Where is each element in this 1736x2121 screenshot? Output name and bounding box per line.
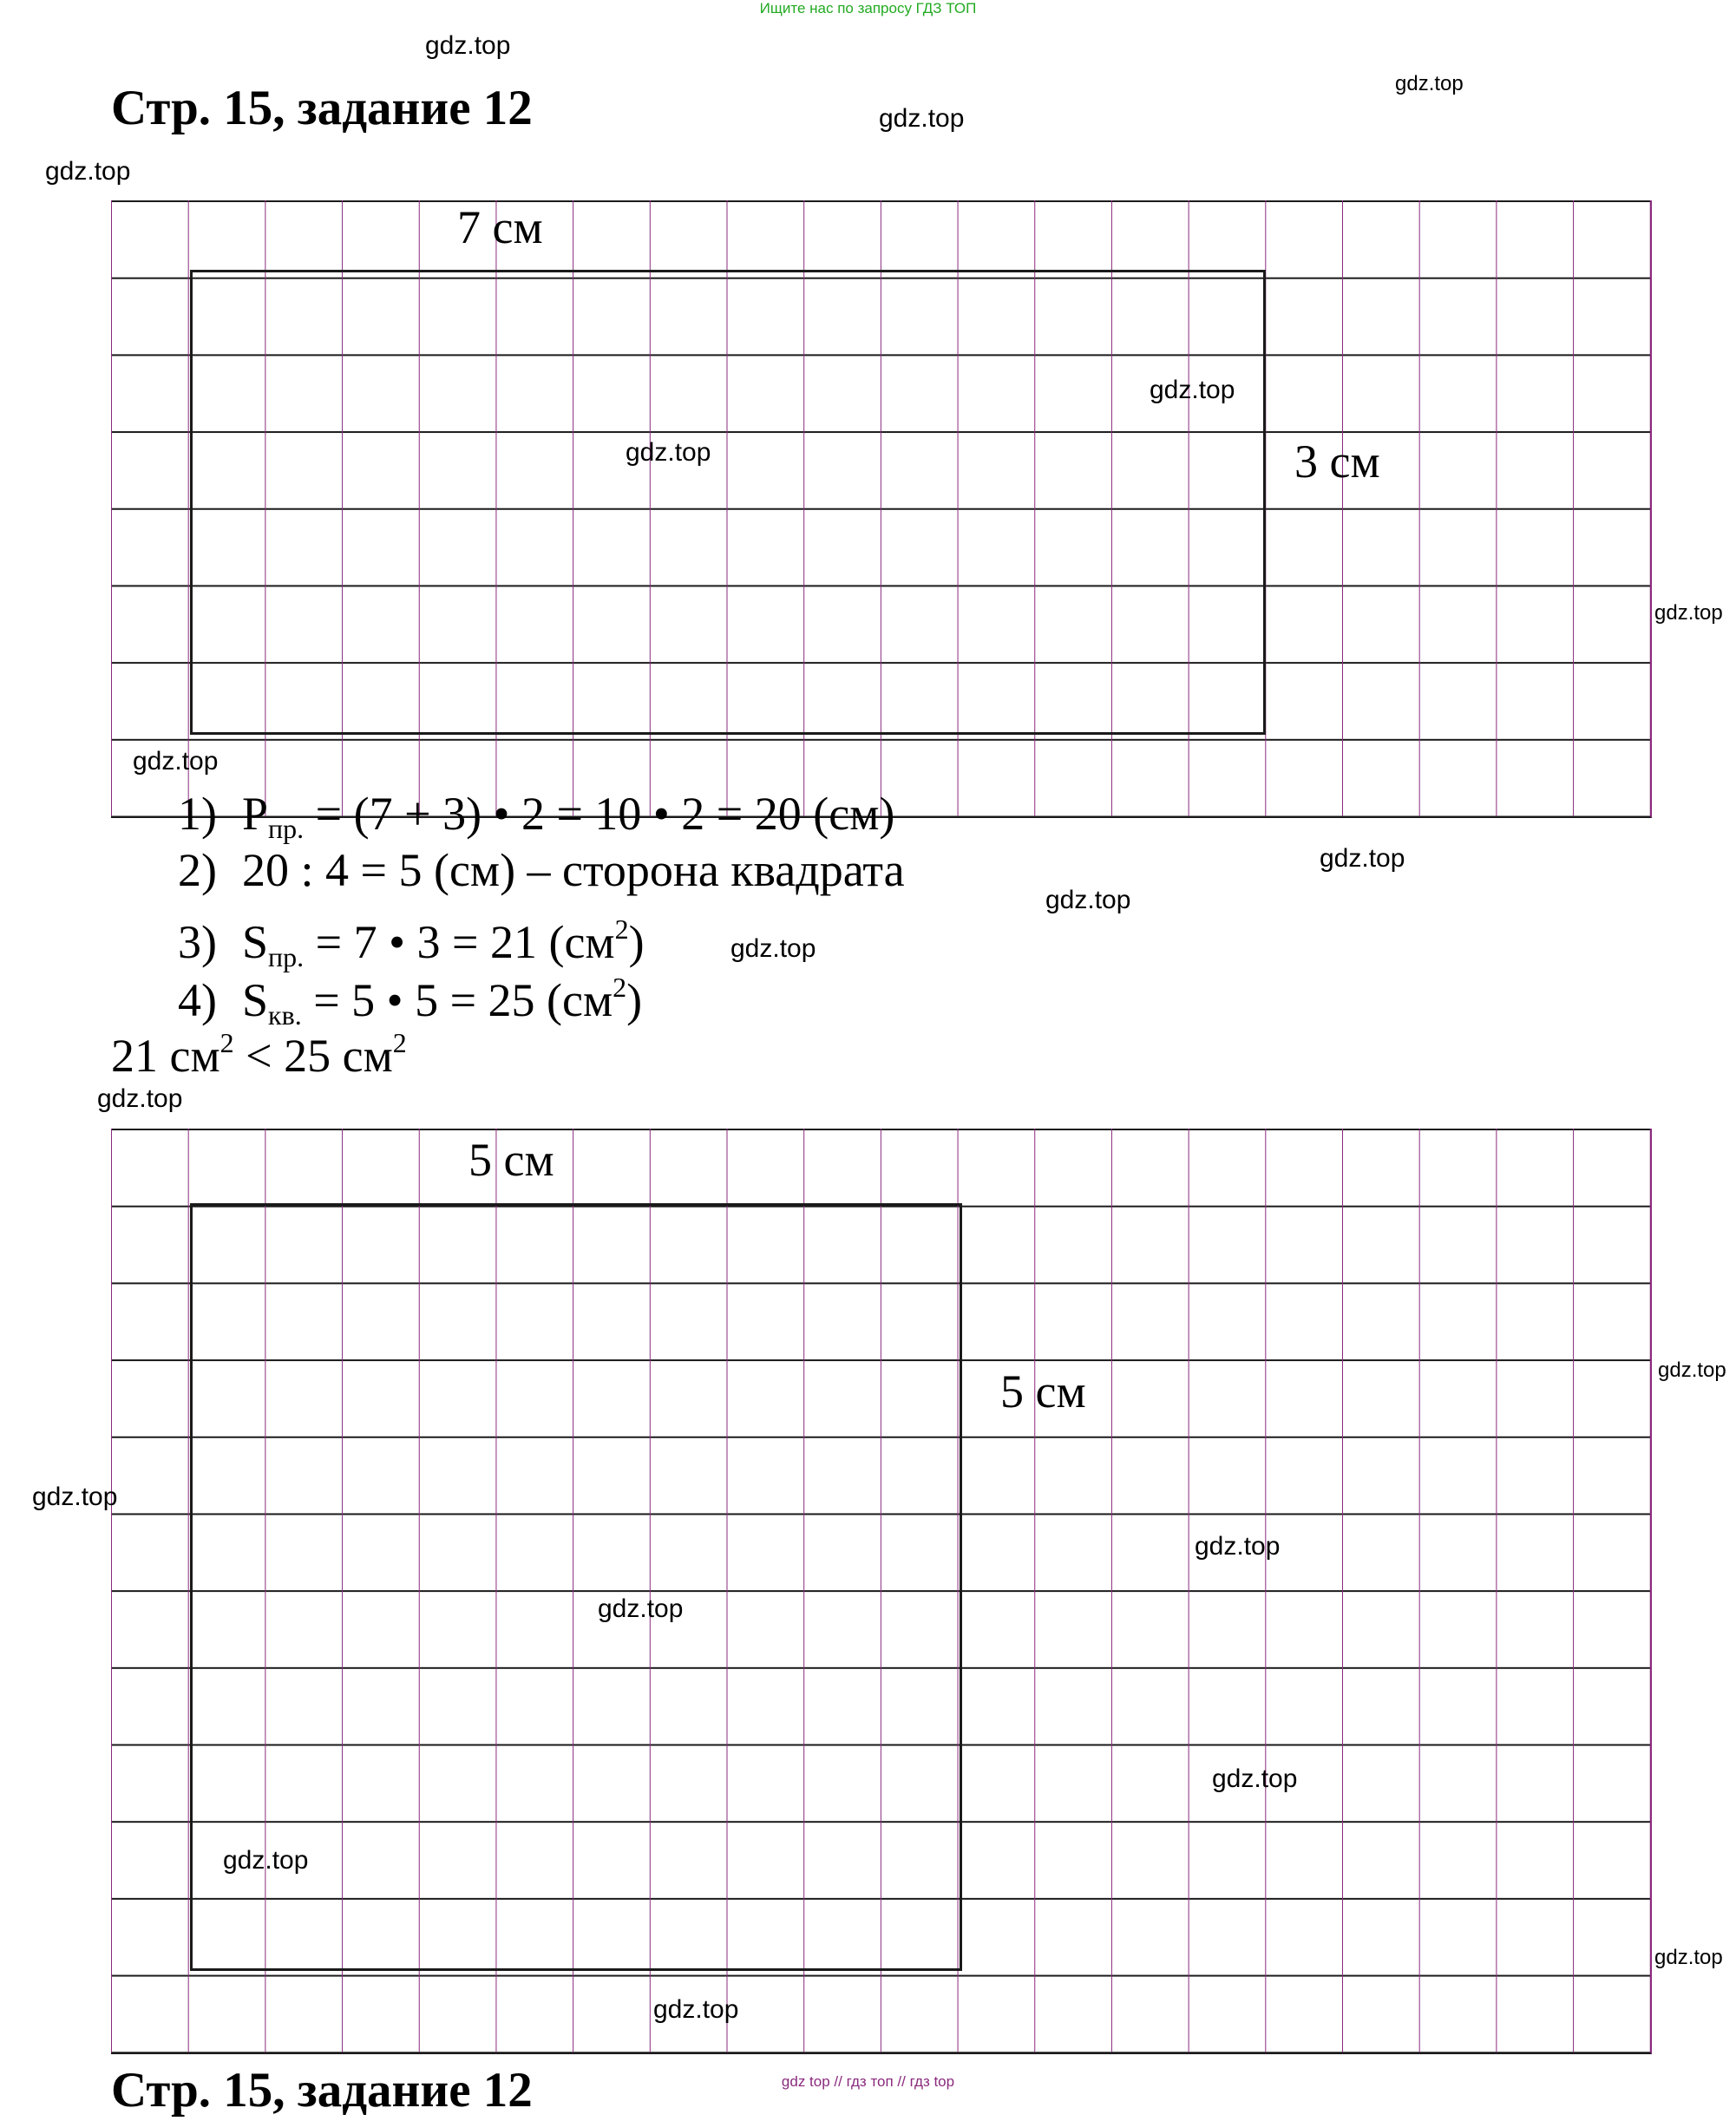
watermark-text[interactable]: gdz.top — [1150, 376, 1235, 404]
rectangle-height-label: 3 см — [1294, 435, 1380, 488]
solution-step-number: 1) — [178, 788, 217, 840]
watermark-text[interactable]: gdz.top — [1658, 1358, 1726, 1382]
watermark-text[interactable]: gdz.top — [626, 438, 711, 467]
solution-symbol: S — [242, 974, 269, 1026]
watermark-text[interactable]: gdz.top — [32, 1483, 118, 1511]
solution-superscript: 2 — [614, 913, 629, 945]
watermark-text[interactable]: gdz.top — [730, 934, 816, 963]
solution-symbol: P — [242, 788, 269, 840]
solution-step-number: 2) — [178, 844, 217, 896]
solution-subscript: кв. — [268, 999, 302, 1031]
watermark-text[interactable]: gdz.top — [1212, 1764, 1298, 1793]
rectangle-width-label: 7 см — [457, 201, 543, 253]
solution-expression: = 5 • 5 = 25 (см — [301, 974, 613, 1026]
watermark-text[interactable]: gdz.top — [97, 1084, 183, 1113]
solution-step-number: 4) — [178, 974, 217, 1026]
solution-subscript: пр. — [268, 813, 305, 844]
solution-expression-end: ) — [626, 974, 643, 1026]
square-height-label: 5 см — [1000, 1365, 1086, 1417]
watermark-text[interactable]: gdz.top — [1320, 844, 1405, 873]
solution-expression: = 7 • 3 = 21 (см — [304, 916, 615, 968]
watermark-text[interactable]: gdz.top — [1195, 1532, 1281, 1561]
comparison-right-superscript: 2 — [392, 1027, 407, 1058]
watermark-text[interactable]: gdz.top — [1395, 72, 1464, 95]
bottom-banner[interactable]: gdz top // гдз топ // гдз top — [781, 2073, 955, 2090]
page-title: Стр. 15, задание 12 — [111, 81, 533, 135]
watermark-text[interactable]: gdz.top — [133, 747, 219, 776]
watermark-text[interactable]: gdz.top — [879, 104, 965, 133]
watermark-text[interactable]: gdz.top — [1654, 601, 1723, 625]
watermark-text[interactable]: gdz.top — [45, 157, 131, 186]
watermark-text[interactable]: gdz.top — [653, 1995, 739, 2024]
watermark-text[interactable]: gdz.top — [223, 1846, 309, 1875]
top-banner[interactable]: Ищите нас по запросу ГДЗ ТОП — [759, 0, 977, 16]
solution-symbol: S — [242, 916, 269, 968]
comparison-right: < 25 см — [233, 1030, 393, 1082]
solution-expression: = (7 + 3) • 2 = 10 • 2 = 20 (см) — [304, 788, 895, 840]
comparison-left: 21 см — [111, 1030, 220, 1082]
rectangle-7x3 — [190, 270, 1266, 735]
watermark-text[interactable]: gdz.top — [1045, 886, 1131, 914]
comparison-line — [111, 1015, 407, 1083]
next-page-title-cut: Стр. 15, задание 12 — [111, 2063, 533, 2118]
solution-line-2 — [178, 842, 905, 898]
comparison-left-superscript: 2 — [219, 1027, 234, 1058]
watermark-text[interactable]: gdz.top — [598, 1594, 684, 1623]
solution-step-number: 3) — [178, 916, 217, 968]
watermark-text[interactable]: gdz.top — [425, 31, 511, 60]
solution-superscript: 2 — [613, 972, 627, 1003]
watermark-text[interactable]: gdz.top — [1654, 1946, 1723, 1969]
solution-expression: 20 : 4 = 5 (см) – сторона квадрата — [242, 844, 905, 896]
solution-subscript: пр. — [268, 941, 305, 972]
solution-expression-end: ) — [628, 916, 645, 968]
square-width-label: 5 см — [468, 1134, 554, 1186]
